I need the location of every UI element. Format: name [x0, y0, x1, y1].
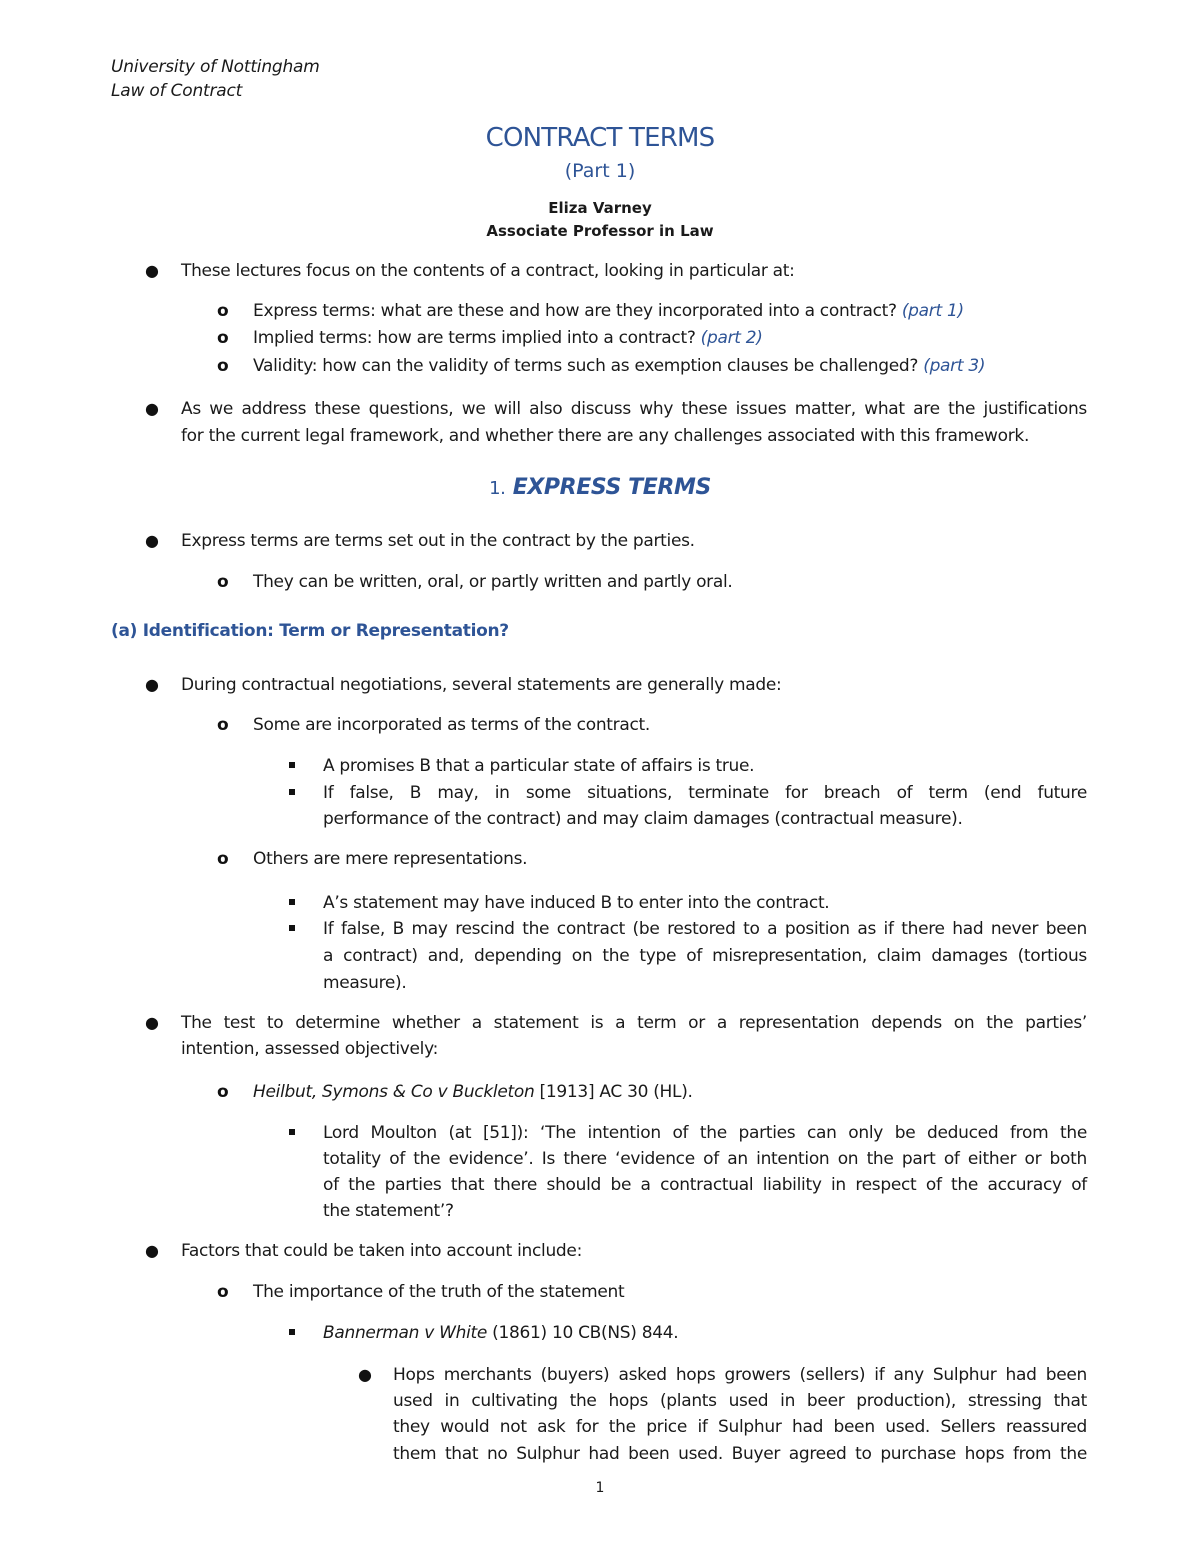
sub-a-sq-4-line-2: a contract) and, depending on the type of misrepresentation, claim damages (tortious: [323, 946, 1087, 966]
intro-bullet-1: These lectures focus on the contents of a contract, looking in particular at:: [181, 261, 795, 281]
author-role: Associate Professor in Law: [486, 222, 714, 240]
header-course: Law of Contract: [111, 81, 243, 101]
sub-a-sq-4-line-3: measure).: [323, 973, 407, 993]
sub-a-sq-3: A’s statement may have induced B to enter into the contract.: [323, 893, 830, 913]
quote-line-1: Lord Moulton (at [51]): ‘The intention of the parties can only be deduced from the: [323, 1123, 1087, 1143]
subsection-heading: (a) Identification: Term or Representation?: [111, 621, 509, 641]
intro-bullet-2-line-2: for the current legal framework, and whether there are any challenges associated with this framework.: [181, 426, 1030, 446]
sub-a-bullet-1: During contractual negotiations, several statements are generally made:: [181, 675, 782, 695]
intro-sub-1: Express terms: what are these and how are they incorporated into a contract? (part 1): [253, 301, 964, 321]
quote-line-3: of the parties that there should be a contractual liability in respect of the accuracy of: [323, 1175, 1087, 1195]
circle-bullet-icon: o: [217, 849, 229, 869]
square-bullet-icon: [289, 789, 295, 795]
document-title: CONTRACT TERMS: [485, 123, 715, 153]
circle-bullet-icon: o: [217, 1082, 229, 1102]
case-bannerman: Bannerman v White (1861) 10 CB(NS) 844.: [323, 1323, 679, 1343]
square-bullet-icon: [289, 1129, 295, 1135]
bullet-icon: ●: [145, 675, 159, 694]
section-heading: 1. EXPRESS TERMS: [489, 475, 711, 500]
bullet-icon: ●: [145, 1241, 159, 1260]
sub-a-sq-4-line-1: If false, B may rescind the contract (be restored to a position as if there had never been: [323, 919, 1087, 939]
sub-a-bullet-2-line-2: intention, assessed objectively:: [181, 1039, 439, 1059]
case-heilbut: Heilbut, Symons & Co v Buckleton [1913] AC 30 (HL).: [253, 1082, 693, 1102]
bullet-icon: ●: [145, 261, 159, 280]
sub-a-sq-2-line-1: If false, B may, in some situations, terminate for breach of term (end future: [323, 783, 1087, 803]
quote-line-2: totality of the evidence’. Is there ‘evidence of an intention on the part of either or both: [323, 1149, 1087, 1169]
bullet-icon: ●: [358, 1365, 372, 1384]
sub-a-bullet-3: Factors that could be taken into account include:: [181, 1241, 582, 1261]
intro-sub-3: Validity: how can the validity of terms such as exemption clauses be challenged? (part 3): [253, 356, 986, 376]
circle-bullet-icon: o: [217, 328, 229, 348]
sub-a-sq-2-line-2: performance of the contract) and may claim damages (contractual measure).: [323, 809, 963, 829]
bullet-icon: ●: [145, 531, 159, 550]
facts-line-3: they would not ask for the price if Sulphur had been used. Sellers reassured: [393, 1417, 1087, 1437]
sub-a-sub-1: Some are incorporated as terms of the contract.: [253, 715, 650, 735]
facts-line-1: Hops merchants (buyers) asked hops growers (sellers) if any Sulphur had been: [393, 1365, 1087, 1385]
intro-bullet-2-line-1: As we address these questions, we will also discuss why these issues matter, what are the justifications: [181, 399, 1087, 419]
document-part: (Part 1): [564, 160, 636, 182]
square-bullet-icon: [289, 1329, 295, 1335]
page-number: 1: [595, 1480, 605, 1496]
square-bullet-icon: [289, 899, 295, 905]
circle-bullet-icon: o: [217, 356, 229, 376]
facts-line-4: them that no Sulphur had been used. Buyer agreed to purchase hops from the: [393, 1444, 1087, 1464]
circle-bullet-icon: o: [217, 572, 229, 592]
sub-a-sq-1: A promises B that a particular state of affairs is true.: [323, 756, 755, 776]
sub-a-sub-2: Others are mere representations.: [253, 849, 528, 869]
circle-bullet-icon: o: [217, 1282, 229, 1302]
bullet-icon: ●: [145, 1013, 159, 1032]
intro-sub-2: Implied terms: how are terms implied into a contract? (part 2): [253, 328, 763, 348]
section1-sub-1: They can be written, oral, or partly written and partly oral.: [253, 572, 733, 592]
facts-line-2: used in cultivating the hops (plants used in beer production), stressing that: [393, 1391, 1087, 1411]
sub-a-bullet-2-line-1: The test to determine whether a statement is a term or a representation depends on the parties’: [181, 1013, 1087, 1033]
header-institution: University of Nottingham: [111, 57, 320, 77]
quote-line-4: the statement’?: [323, 1201, 454, 1221]
square-bullet-icon: [289, 762, 295, 768]
square-bullet-icon: [289, 925, 295, 931]
circle-bullet-icon: o: [217, 301, 229, 321]
author-name: Eliza Varney: [548, 199, 652, 217]
factor-1: The importance of the truth of the statement: [253, 1282, 625, 1302]
circle-bullet-icon: o: [217, 715, 229, 735]
section1-bullet-1: Express terms are terms set out in the contract by the parties.: [181, 531, 695, 551]
bullet-icon: ●: [145, 399, 159, 418]
